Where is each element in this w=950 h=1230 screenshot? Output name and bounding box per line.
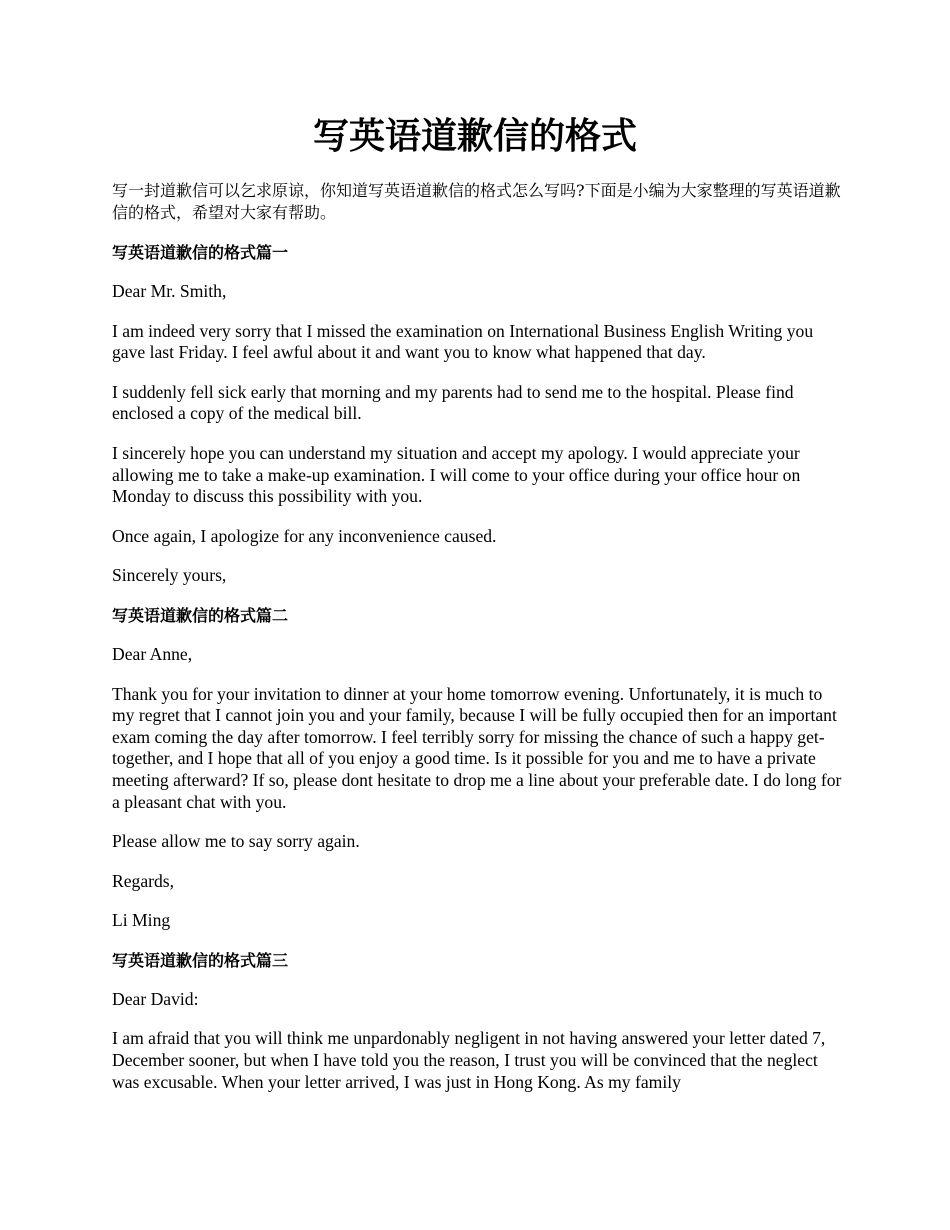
document-body	[112, 180, 842, 1111]
section-heading: 写英语道歉信的格式篇一	[112, 243, 289, 262]
section-heading: 写英语道歉信的格式篇三	[112, 950, 289, 970]
letter-paragraph: Thank you for your invitation to dinner at your home tomorrow evening. Unfortunately, it is much to my regret that I cannot join you and your family, because I will be fully occupied then for an important exam coming the day after tomorrow. I feel terribly sorry for missing the chance of such a happy get-together, and I hope that all of you enjoy a good time. Is it possible for you and me to have a private meeting afterward? If so, please dont hesitate to drop me a line about your preferable date. I do long for a pleasant chat with you.	[112, 683, 842, 812]
letter-paragraph: Once again, I apologize for any inconvenience caused.	[112, 525, 497, 546]
letter-salutation: Dear Anne,	[112, 643, 193, 664]
letter-paragraph: Please allow me to say sorry again.	[112, 831, 360, 852]
letter-closing: Sincerely yours,	[112, 565, 227, 586]
letter-salutation: Dear Mr. Smith,	[112, 281, 227, 301]
letter-paragraph: I am afraid that you will think me unpardonably negligent in not having answered your letter dated 7, December sooner, but when I have told you the reason, I trust you will be convinced that the neglect was excusable. When your letter arrived, I was just in Hong Kong. As my family	[112, 1028, 826, 1092]
letter-paragraph: I suddenly fell sick early that morning and my parents had to send me to the hospital. Please find enclosed a copy of the medical bill.	[112, 381, 794, 424]
page-title: 写英语道歉信的格式	[312, 115, 637, 157]
section-heading: 写英语道歉信的格式篇二	[112, 605, 289, 625]
letter-signature: Li Ming	[112, 910, 171, 931]
letter-closing: Regards,	[112, 870, 175, 891]
letter-paragraph: I sincerely hope you can understand my situation and accept my apology. I would appreciate your allowing me to take a make-up examination. I will come to your office during your office hour on Monday to discuss this possibility with you.	[112, 442, 801, 507]
letter-salutation: Dear David:	[112, 988, 199, 1009]
letter-paragraph: I am indeed very sorry that I missed the examination on International Business English Writing you gave last Friday. I feel awful about it and want you to know what happened that day.	[112, 320, 814, 363]
intro-paragraph: 写一封道歉信可以乞求原谅，你知道写英语道歉信的格式怎么写吗?下面是小编为大家整理的写英语道歉信的格式，希望对大家有帮助。	[112, 181, 841, 222]
